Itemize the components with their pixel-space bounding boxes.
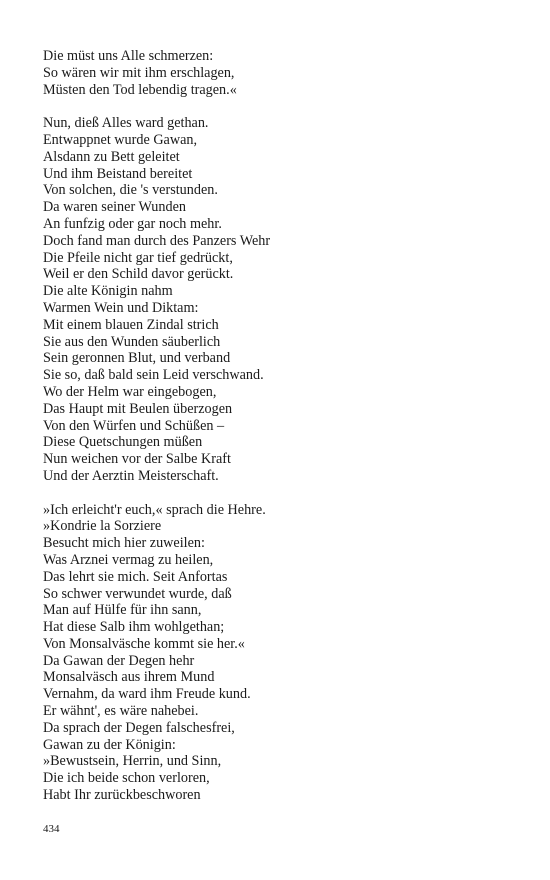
verse-line: Wo der Helm war eingebogen, <box>43 383 217 400</box>
verse-line: Die alte Königin nahm <box>43 283 173 300</box>
stanza <box>43 115 513 485</box>
verse-line: Besucht mich hier zuweilen: <box>43 535 205 552</box>
verse-line: Von Monsalväsche kommt sie her.« <box>43 635 245 652</box>
verse-line: Und ihm Beistand bereitet <box>43 165 193 182</box>
verse-line: Und der Aerztin Meisterschaft. <box>43 467 219 484</box>
verse-line: So wären wir mit ihm erschlagen, <box>43 64 235 81</box>
verse-line: Sein geronnen Blut, und verband <box>43 350 231 367</box>
verse-line: Nun, dieß Alles ward gethan. <box>43 115 209 132</box>
verse-line: Hat diese Salb ihm wohlgethan; <box>43 619 225 636</box>
verse-line: Das Haupt mit Beulen überzogen <box>43 400 233 417</box>
verse-line: Er wähnt', es wäre nahebei. <box>43 703 199 720</box>
verse-line: Sie aus den Wunden säuberlich <box>43 333 221 350</box>
verse-line: Müsten den Tod lebendig tragen.« <box>43 81 237 98</box>
verse-line: »Ich erleicht'r euch,« sprach die Hehre. <box>43 501 266 518</box>
verse-line: Von den Würfen und Schüßen – <box>43 417 225 434</box>
verse-line: Von solchen, die 's verstunden. <box>43 182 218 199</box>
verse-line: Da waren seiner Wunden <box>43 199 186 216</box>
verse-line: Man auf Hülfe für ihn sann, <box>43 602 202 619</box>
verse-line: An funfzig oder gar noch mehr. <box>43 215 222 232</box>
verse-line: Vernahm, da ward ihm Freude kund. <box>43 686 251 703</box>
verse-line: Die Pfeile nicht gar tief gedrückt, <box>43 249 233 266</box>
verse-line: »Bewustsein, Herrin, und Sinn, <box>43 753 222 770</box>
stanza <box>43 48 513 98</box>
stanza <box>43 502 513 804</box>
page-number: 434 <box>43 823 60 835</box>
verse-line: Alsdann zu Bett geleitet <box>43 148 180 165</box>
verse-line: So schwer verwundet wurde, daß <box>43 585 232 602</box>
verse-line: Weil er den Schild davor gerückt. <box>43 266 234 283</box>
verse-line: Was Arznei vermag zu heilen, <box>43 551 214 568</box>
verse-line: Warmen Wein und Diktam: <box>43 299 199 316</box>
verse-line: Habt Ihr zurückbeschworen <box>43 787 201 804</box>
verse-line: Diese Quetschungen müßen <box>43 434 203 451</box>
verse-line: Die ich beide schon verloren, <box>43 770 210 787</box>
verse-line: »Kondrie la Sorziere <box>43 518 162 535</box>
verse-line: Die müst uns Alle schmerzen: <box>43 48 214 64</box>
verse-line: Da Gawan der Degen hehr <box>43 652 195 669</box>
verse-line: Da sprach der Degen falschesfrei, <box>43 719 235 736</box>
verse-line: Sie so, daß bald sein Leid verschwand. <box>43 367 264 384</box>
verse-line: Monsalväsch aus ihrem Mund <box>43 669 215 686</box>
verse-line: Doch fand man durch des Panzers Wehr <box>43 232 271 249</box>
verse-line: Das lehrt sie mich. Seit Anfortas <box>43 568 228 585</box>
poem-text <box>43 48 513 821</box>
verse-line: Mit einem blauen Zindal strich <box>43 316 219 333</box>
verse-line: Gawan zu der Königin: <box>43 736 176 753</box>
verse-line: Nun weichen vor der Salbe Kraft <box>43 451 231 468</box>
verse-line: Entwappnet wurde Gawan, <box>43 131 198 148</box>
